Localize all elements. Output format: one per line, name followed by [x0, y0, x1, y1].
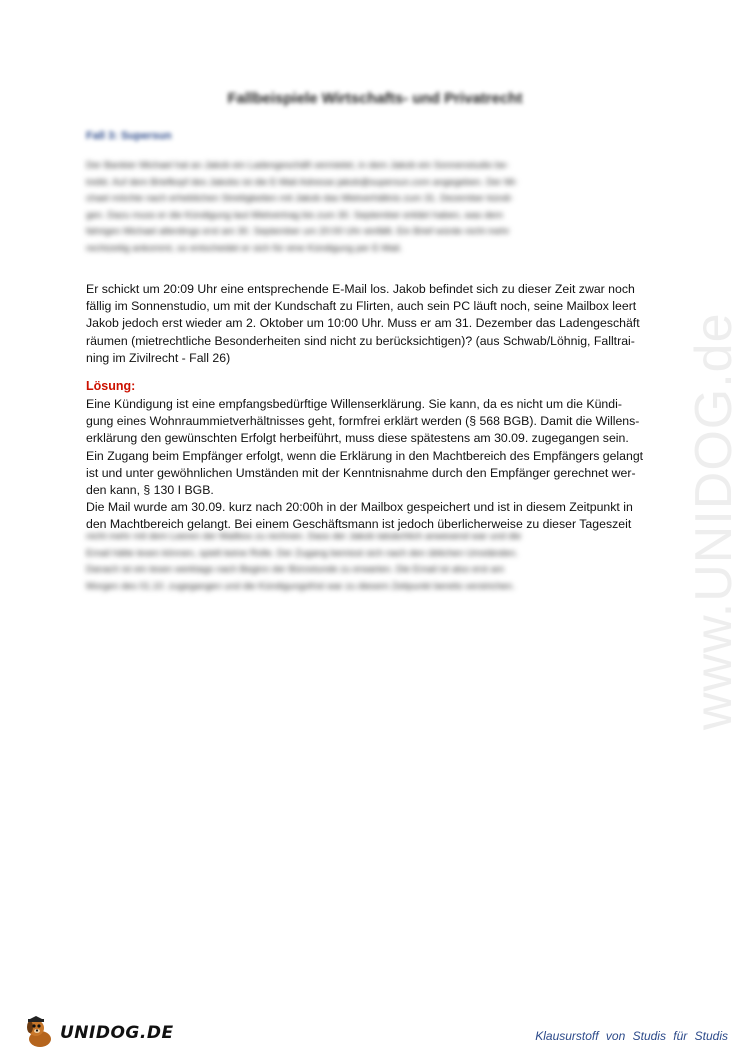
text-line: ist und unter gewöhnlichen Umständen mit der Kenntnisnahme durch den Empfänger gerechnet wer-: [86, 465, 636, 480]
text-line: Die Mail wurde am 30.09. kurz nach 20:00h in der Mailbox gespeichert und ist in diesem Zeitpunkt in: [86, 500, 633, 515]
text-line: Danach ist ein lesen werktags nach Beginn der Bürostunde zu erwarten. Die Email ist also erst am: [86, 564, 505, 575]
text-line: Eine Kündigung ist eine empfangsbedürftige Willenserklärung. Sie kann, da es nicht um die Kündi-: [86, 397, 622, 411]
watermark: www.UNIDOG.de: [685, 312, 743, 730]
logo-text: UNIDOG.DE: [60, 1023, 174, 1043]
text-line: fahrigen Michael allerdings erst am 30. September um 20:00 Uhr einfällt. Ein Brief würde nicht mehr: [86, 226, 510, 238]
text-line: den Machtbereich gelangt. Bei einem Geschäftsmann ist jedoch überlicherweise zu dieser Tageszeit: [86, 517, 632, 532]
page-title: Fallbeispiele Wirtschafts- und Privatrecht: [227, 90, 523, 107]
unidog-logo: [22, 1015, 174, 1051]
dog-mascot-icon: [22, 1015, 58, 1051]
text-line: chael möchte nach erheblichen Streitigkeiten mit Jakob das Mietverhältnis zum 31. Dezember kündi-: [86, 193, 514, 205]
intro-paragraph-blurred: [86, 158, 660, 258]
text-line: Ein Zugang beim Empfänger erfolgt, wenn die Erklärung in den Machtbereich des Empfängers gelangt: [86, 448, 644, 463]
text-line: nicht mehr mit dem Leeren der Mailbox zu rechnen. Dass der Jakob tatsächlich anwesend war und die: [86, 531, 522, 542]
solution-paragraph-blurred: [86, 529, 660, 595]
text-line: fällig im Sonnenstudio, um mit der Kundschaft zu Flirten, auch sein PC läuft noch, seine Mailbox leert: [86, 299, 637, 314]
text-line: den kann, § 130 I BGB.: [86, 483, 214, 498]
solution-heading: Lösung:: [86, 379, 136, 393]
text-line: Der Bankier Michael hat an Jakob ein Ladengeschäft vermietet, in dem Jakob ein Sonnenstudio be-: [86, 160, 509, 171]
text-line: Jakob jedoch erst wieder am 2. Oktober um 10:00 Uhr. Muss er am 31. Dezember das Ladengeschäft: [86, 316, 640, 331]
text-line: Email hätte lesen können, spielt keine Rolle. Der Zugang bemisst sich nach den üblichen Umständen.: [86, 547, 518, 559]
text-line: Morgen des 01.10. zugegangen und die Kündigungsfrist war zu diesem Zeitpunkt bereits verstrichen.: [86, 580, 515, 592]
case-paragraph: [86, 281, 666, 367]
solution-paragraph: [86, 396, 666, 534]
text-line: treibt. Auf dem Briefkopf des Jakobs ist die E-Mail Adresse jakob@supersun.com angegeben. Der Mi-: [86, 176, 518, 188]
text-line: ning im Zivilrecht - Fall 26): [86, 350, 231, 365]
text-line: gung eines Wohnraummietverhältnisses geht, formfrei erklärt werden (§ 568 BGB). Damit die Willens-: [86, 414, 640, 429]
text-line: räumen (mietrechtliche Besonderheiten sind nicht zu berücksichtigen)? (aus Schwab/Löhnig, Falltrai-: [86, 333, 635, 348]
case-title: Fall 3: Supersun: [86, 130, 172, 142]
text-line: rechtzeitig ankommt, so entscheidet er sich für eine Kündigung per E-Mail.: [86, 242, 403, 254]
text-line: Er schickt um 20:09 Uhr eine entsprechende E-Mail los. Jakob befindet sich zu dieser Zeit zwar noch: [86, 282, 635, 296]
footer-tagline: Klausurstoff von Studis für Studis: [535, 1029, 728, 1043]
text-line: gen. Dazu muss er die Kündigung laut Mietvertrag bis zum 30. September erklärt haben, was dem: [86, 209, 504, 221]
text-line: erklärung den gewünschten Erfolgt herbeiführt, muss diese spätestens am 30.09. zugegangen sein.: [86, 431, 629, 446]
